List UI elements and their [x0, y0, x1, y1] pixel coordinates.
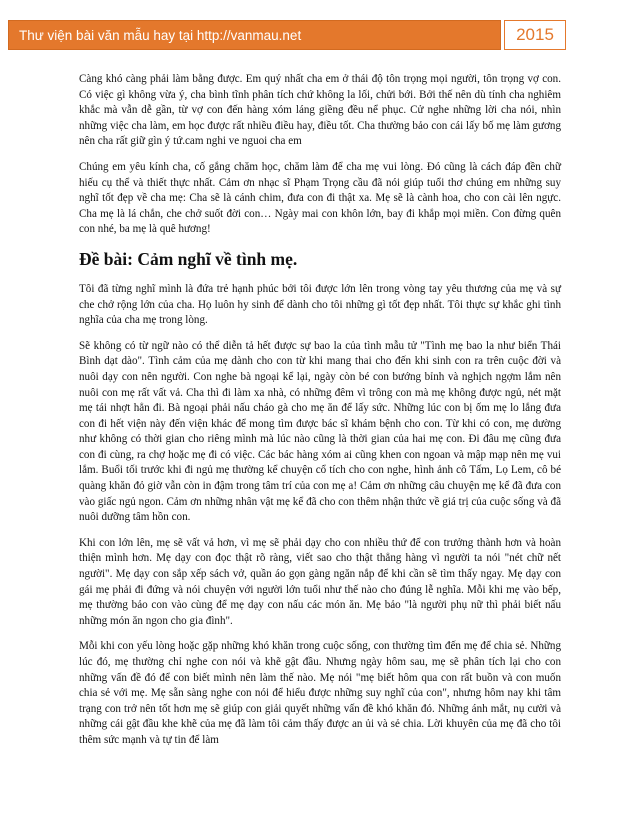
- header-title: Thư viện bài văn mẫu hay tại http://vanmau.net: [8, 20, 501, 50]
- paragraph: Chúng em yêu kính cha, cố gắng chăm học, chăm làm để cha mẹ vui lòng. Đó cũng là cách đáp đền chữ hiếu cụ thể và thiết thực nhất. Cảm ơn nhạc sĩ Phạm Trọng cầu đã nói giúp tuổi thơ chúng em những suy nghĩ tốt đẹp về cha mẹ: Cha sẽ là cánh chim, đưa con đi thật xa. Mẹ sẽ là cành hoa, cho con cài lên ngực. Cha mẹ là lá chắn, che chở suốt đời con… Ngày mai con khôn lớn, bay đi khắp mọi miền. Con đừng quên con nhé, ba mẹ là quê hương!: [79, 160, 561, 236]
- paragraph: Mỗi khi con yếu lòng hoặc gặp những khó khăn trong cuộc sống, con thường tìm đến mẹ để chia sẻ. Những lúc đó, mẹ thường chỉ nghe con nói và khẽ gật đầu. Nhưng ngày hôm sau, mẹ sẽ phân tích lại cho con những vấn đề đó để con biết mình nên làm thế nào. Mẹ nói "mẹ biết hôm qua con rất buồn và con muốn chia sẻ với mẹ. Mẹ sẵn sàng nghe con nói để hiểu được những suy nghĩ của con", nhưng hôm nay khi tâm trạng con trở nên tốt hơn mẹ sẽ giúp con giải quyết những vấn đề khó khăn đó. Những ánh mắt, nụ cười và những cái gật đầu khe khẽ của mẹ đã làm tôi cảm thấy được an ủi và sẻ chia. Lời khuyên của mẹ đã cho tôi thêm sức mạnh và tự tin để làm: [79, 640, 561, 746]
- page-header: [8, 20, 566, 50]
- header-year: 2015: [504, 20, 566, 50]
- paragraph: Khi con lớn lên, mẹ sẽ vất vả hơn, vì mẹ sẽ phải dạy cho con nhiều thứ để con trưởng thành hơn và hoàn thiện mình hơn. Mẹ dạy con đọc thật rõ ràng, viết sao cho thật thẳng hàng vì người ta nói "nét chữ nết người". Mẹ dạy con sắp xếp sách vở, quần áo gọn gàng ngăn nắp để khi cần sẽ tìm thấy ngay. Mẹ dạy con gái mẹ phải đi đứng và nói chuyện với người lớn tuổi như thế nào cho đúng lễ nghĩa. Mỗi khi mẹ vào bếp, mẹ thường bảo con vào cùng để mẹ dạy con nấu các món ăn. Mẹ bảo "là người phụ nữ thì phải biết nấu những món ăn ngon cho gia đình".: [79, 536, 561, 627]
- paragraph: Tôi đã từng nghĩ mình là đứa trẻ hạnh phúc bởi tôi được lớn lên trong vòng tay yêu thương của mẹ và sự che chở rộng lớn của cha. Họ luôn hy sinh để dành cho tôi những gì tốt đẹp nhất. Tôi thực sự khắc ghi tình nghĩa của cha mẹ trong lòng.: [79, 282, 561, 327]
- paragraph: Càng khó càng phải làm bằng được. Em quý nhất cha em ở thái độ tôn trọng mọi người, tôn trọng vợ con. Có việc gì không vừa ý, cha bình tĩnh phân tích chứ không la lối, chửi bới. Bởi thế nên dù tính cha nghiêm khắc mà vẫn dễ gần, từ vợ con đến hàng xóm láng giềng đều nể phục. Cử nghe những lời cha nói, nhìn những việc cha làm, em học được rất nhiều điều hay, điều tốt. Cha thường bảo con cái lấy bố mẹ làm gương nên cha rất giữ gìn ý tứ.cam nghi ve nguoi cha em: [79, 73, 561, 148]
- section-heading: Đề bài: Cảm nghĩ về tình mẹ.: [79, 248, 298, 269]
- document-body: [79, 72, 561, 759]
- paragraph: Sẽ không có từ ngữ nào có thể diễn tả hết được sự bao la của tình mẫu tử "Tình mẹ bao la như biển Thái Bình dạt dào". Tình cảm của mẹ dành cho con từ khi mang thai cho đến khi sinh con ra trên cuộc đời và nuôi dạy con nên người. Con nghe bà ngoại kể lại, ngày còn bé con bướng bỉnh và nghịch ngợm lắm nên nuôi con mẹ rất vất vả. Cha thì đi làm xa nhà, có những đêm vì trông con mà mẹ không được ngủ, nét mặt mẹ tái nhợt hẳn đi. Bà ngoại phải nấu cháo gà cho mẹ ăn để lấy sức. Những lúc con bị ốm mẹ lo lắng đưa con đi hết viện này đến viện khác để mong tìm được bác sĩ khám bệnh cho con. Từ khi có con, mẹ dường như không có thời gian cho riêng mình mà lúc nào cũng là thời gian của hai mẹ con. Đi đâu mẹ cũng đưa con đi cùng, ra chợ hoặc mẹ đi có việc. Các bác hàng xóm ai cũng khen con ngoan và mập mạp nên mẹ vui lắm. Buổi tối trước khi đi ngủ mẹ thường kể chuyện cổ tích cho con nghe, hình ảnh cô Tấm, Lọ Lem, cô bé quàng khăn đỏ giờ vẫn còn in đậm trong tâm trí của con mẹ a! Cảm ơn những câu chuyện mẹ kể đã đưa con vào giấc ngủ ngon. Cảm ơn những nhân vật mẹ kể đã cho con thêm nhận thức về giá trị của cuộc sống và đã nuôi dưỡng tâm hồn con.: [79, 339, 561, 524]
